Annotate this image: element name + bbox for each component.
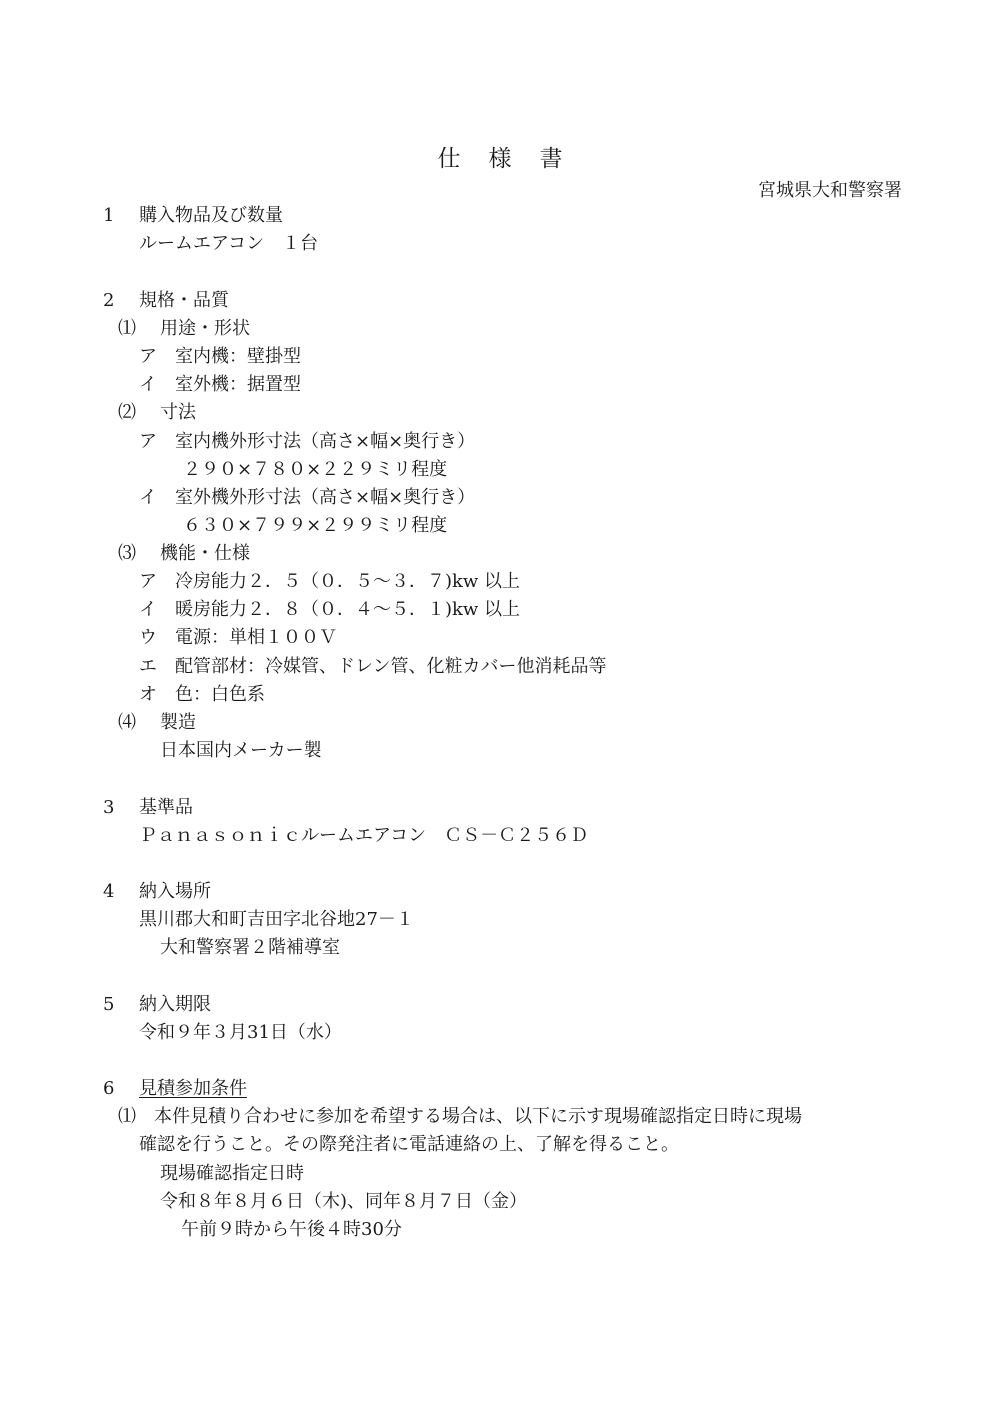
- participation-condition-continued: 確認を行うこと。その際発注者に電話連絡の上、了解を得ること。: [139, 1134, 679, 1155]
- subsection-2-3-heading: [118, 542, 250, 566]
- section-1-heading: [103, 204, 283, 228]
- subsection-title: 寸法: [160, 402, 196, 423]
- piping-materials: エ 配管部材：冷媒管、ドレン管、化粧カバー他消耗品等: [139, 656, 607, 677]
- outdoor-dimensions-label: イ 室外機外形寸法（高さ×幅×奥行き）: [139, 487, 476, 508]
- section-number: 5: [103, 994, 115, 1015]
- subsection-6-1-line-1: [118, 1105, 802, 1129]
- participation-condition-text: 本件見積り合わせに参加を希望する場合は、以下に示す現場確認指定日時に現場: [154, 1106, 802, 1127]
- subsection-label: ⑷: [118, 712, 136, 733]
- subsection-title: 用途・形状: [160, 318, 250, 339]
- cooling-capacity: ア 冷房能力２．５（０．５～３．７)kw 以上: [139, 571, 521, 592]
- indoor-unit-type: ア 室内機：壁掛型: [139, 346, 301, 367]
- power-supply: ウ 電源：単相１００Ｖ: [139, 627, 337, 648]
- section-6-heading: [103, 1077, 247, 1101]
- unit-color: オ 色：白色系: [139, 684, 265, 705]
- subsection-label: ⑴: [118, 318, 136, 339]
- title-char-3: 書: [539, 146, 563, 172]
- site-visit-dates: 令和８年８月６日（木)、同年８月７日（金）: [160, 1191, 528, 1212]
- section-number: 1: [103, 205, 115, 226]
- section-4-heading: [103, 880, 211, 904]
- issuer: 宮城県大和警察署: [758, 180, 902, 201]
- delivery-deadline: 令和９年３月31日（水）: [139, 1022, 342, 1043]
- section-5-heading: [103, 993, 211, 1017]
- heating-capacity: イ 暖房能力２．８（０．４～５．１)kw 以上: [139, 599, 521, 620]
- purchase-item: ルームエアコン １台: [139, 233, 319, 254]
- delivery-room: 大和警察署２階補導室: [160, 937, 340, 958]
- subsection-2-2-heading: [118, 401, 196, 425]
- site-visit-time: 午前９時から午後４時30分: [181, 1219, 402, 1240]
- subsection-title: 製造: [160, 712, 196, 733]
- title-char-2: 様: [488, 146, 512, 172]
- site-visit-schedule-label: 現場確認指定日時: [160, 1163, 304, 1184]
- section-title: 規格・品質: [139, 290, 229, 311]
- section-title: 納入期限: [139, 994, 211, 1015]
- section-3-heading: [103, 796, 193, 820]
- subsection-2-1-heading: [118, 317, 250, 341]
- section-title: 納入場所: [139, 881, 211, 902]
- section-2-heading: [103, 289, 229, 313]
- outdoor-dimensions-value: ６３０×７９９×２９９ミリ程度: [183, 515, 448, 536]
- subsection-label: ⑵: [118, 402, 136, 423]
- manufacturer-origin: 日本国内メーカー製: [160, 740, 322, 761]
- reference-product: Ｐａｎａｓｏｎｉｃルームエアコン ＣＳ－Ｃ２５６Ｄ: [139, 825, 589, 846]
- section-title: 購入物品及び数量: [139, 205, 283, 226]
- section-title: 見積参加条件: [139, 1078, 247, 1099]
- section-title: 基準品: [139, 797, 193, 818]
- section-number: 4: [103, 881, 115, 902]
- subsection-title: 機能・仕様: [160, 543, 250, 564]
- section-number: 2: [103, 290, 115, 311]
- subsection-2-4-heading: [118, 711, 196, 735]
- delivery-address: 黒川郡大和町吉田字北谷地27－１: [139, 909, 414, 930]
- section-number: 6: [103, 1078, 115, 1099]
- subsection-label: ⑴: [118, 1106, 136, 1127]
- title-char-1: 仕: [437, 146, 461, 172]
- indoor-dimensions-value: ２９０×７８０×２２９ミリ程度: [183, 459, 448, 480]
- page-title: [0, 140, 1000, 173]
- indoor-dimensions-label: ア 室内機外形寸法（高さ×幅×奥行き）: [139, 431, 476, 452]
- outdoor-unit-type: イ 室外機：据置型: [139, 374, 301, 395]
- section-number: 3: [103, 797, 115, 818]
- subsection-label: ⑶: [118, 543, 136, 564]
